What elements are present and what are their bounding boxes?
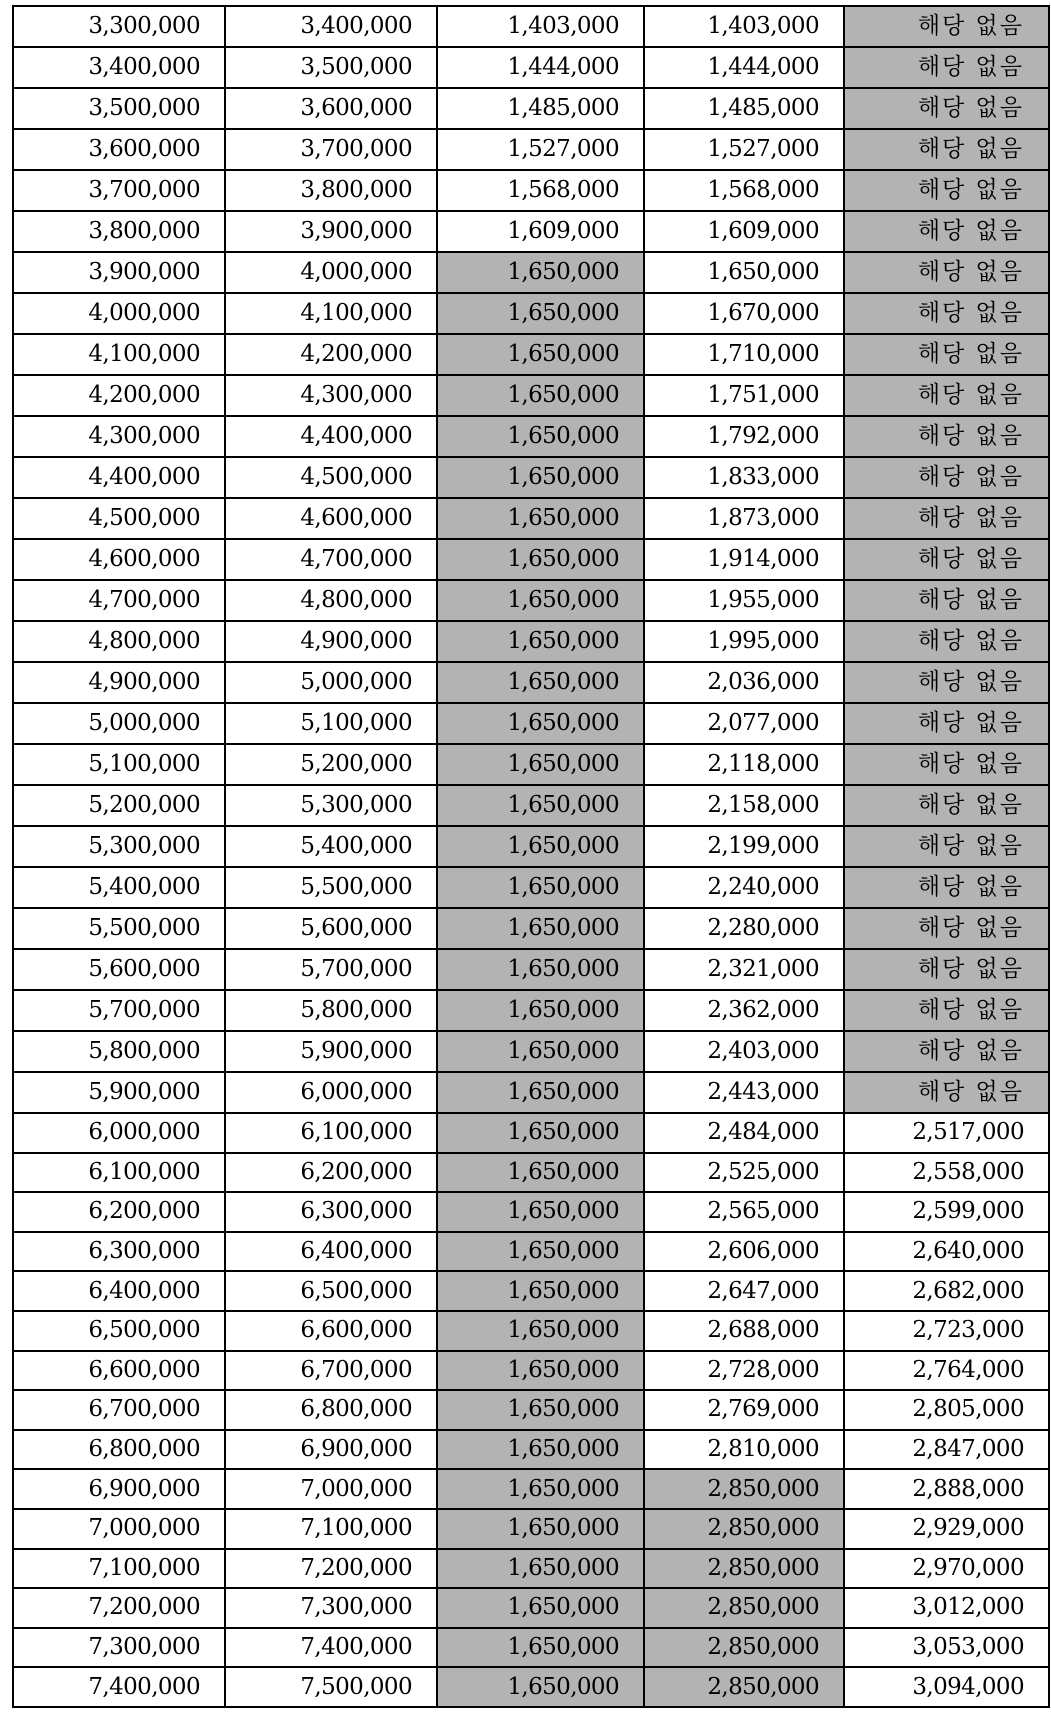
amount-col-3-cell: 1,650,000 (437, 1628, 644, 1668)
income-upper-bound-cell: 7,200,000 (225, 1549, 437, 1589)
table-row (13, 908, 1049, 949)
income-lower-bound-cell: 4,700,000 (13, 580, 225, 621)
income-lower-bound-cell: 6,700,000 (13, 1390, 225, 1430)
income-lower-bound-cell: 4,200,000 (13, 375, 225, 416)
amount-col-5-cell: 해당 없음 (844, 826, 1049, 867)
amount-col-3-cell: 1,650,000 (437, 990, 644, 1031)
income-upper-bound-cell: 6,200,000 (225, 1153, 437, 1193)
amount-col-3-cell: 1,650,000 (437, 1390, 644, 1430)
amount-col-3-cell: 1,650,000 (437, 1271, 644, 1311)
amount-col-5-cell: 2,723,000 (844, 1311, 1049, 1351)
income-lower-bound-cell: 7,200,000 (13, 1588, 225, 1628)
amount-col-4-cell: 2,525,000 (644, 1153, 844, 1193)
amount-col-4-cell: 2,443,000 (644, 1072, 844, 1113)
amount-col-3-cell: 1,650,000 (437, 1153, 644, 1193)
amount-col-4-cell: 1,527,000 (644, 129, 844, 170)
amount-col-3-cell: 1,650,000 (437, 416, 644, 457)
table-row (13, 375, 1049, 416)
income-upper-bound-cell: 6,800,000 (225, 1390, 437, 1430)
amount-col-3-cell: 1,650,000 (437, 703, 644, 744)
amount-col-5-cell: 해당 없음 (844, 88, 1049, 129)
income-upper-bound-cell: 5,000,000 (225, 662, 437, 703)
income-upper-bound-cell: 3,500,000 (225, 47, 437, 88)
table-row (13, 457, 1049, 498)
amount-col-5-cell: 해당 없음 (844, 580, 1049, 621)
table-row (13, 1351, 1049, 1391)
amount-col-5-cell: 해당 없음 (844, 785, 1049, 826)
income-upper-bound-cell: 4,800,000 (225, 580, 437, 621)
income-lower-bound-cell: 5,500,000 (13, 908, 225, 949)
amount-col-4-cell: 1,609,000 (644, 211, 844, 252)
table-row (13, 1549, 1049, 1589)
table-row (13, 1072, 1049, 1113)
income-upper-bound-cell: 6,600,000 (225, 1311, 437, 1351)
table-row (13, 867, 1049, 908)
income-upper-bound-cell: 6,000,000 (225, 1072, 437, 1113)
table-row (13, 1113, 1049, 1153)
income-upper-bound-cell: 5,100,000 (225, 703, 437, 744)
table-row (13, 703, 1049, 744)
amount-col-4-cell: 1,873,000 (644, 498, 844, 539)
amount-col-5-cell: 해당 없음 (844, 621, 1049, 662)
income-lower-bound-cell: 6,900,000 (13, 1469, 225, 1509)
income-lower-bound-cell: 3,600,000 (13, 129, 225, 170)
table-row (13, 129, 1049, 170)
amount-col-4-cell: 1,914,000 (644, 539, 844, 580)
amount-col-3-cell: 1,650,000 (437, 1430, 644, 1470)
amount-col-4-cell: 2,850,000 (644, 1667, 844, 1707)
amount-col-5-cell: 해당 없음 (844, 662, 1049, 703)
amount-col-3-cell: 1,527,000 (437, 129, 644, 170)
table-row (13, 211, 1049, 252)
amount-col-3-cell: 1,650,000 (437, 1588, 644, 1628)
table-row (13, 621, 1049, 662)
income-upper-bound-cell: 6,700,000 (225, 1351, 437, 1391)
amount-col-5-cell: 해당 없음 (844, 252, 1049, 293)
income-upper-bound-cell: 6,500,000 (225, 1271, 437, 1311)
amount-col-3-cell: 1,650,000 (437, 1031, 644, 1072)
amount-col-3-cell: 1,650,000 (437, 293, 644, 334)
income-lower-bound-cell: 3,300,000 (13, 6, 225, 47)
amount-col-4-cell: 1,403,000 (644, 6, 844, 47)
income-lower-bound-cell: 3,800,000 (13, 211, 225, 252)
income-upper-bound-cell: 4,200,000 (225, 334, 437, 375)
amount-col-4-cell: 2,769,000 (644, 1390, 844, 1430)
income-lower-bound-cell: 6,200,000 (13, 1192, 225, 1232)
amount-col-4-cell: 2,077,000 (644, 703, 844, 744)
income-upper-bound-cell: 5,300,000 (225, 785, 437, 826)
table-row (13, 293, 1049, 334)
income-upper-bound-cell: 4,500,000 (225, 457, 437, 498)
income-lower-bound-cell: 4,900,000 (13, 662, 225, 703)
amount-col-4-cell: 1,955,000 (644, 580, 844, 621)
income-upper-bound-cell: 7,300,000 (225, 1588, 437, 1628)
amount-col-4-cell: 2,362,000 (644, 990, 844, 1031)
amount-col-5-cell: 해당 없음 (844, 703, 1049, 744)
income-lower-bound-cell: 4,500,000 (13, 498, 225, 539)
income-upper-bound-cell: 5,200,000 (225, 744, 437, 785)
amount-col-5-cell: 해당 없음 (844, 990, 1049, 1031)
amount-col-3-cell: 1,650,000 (437, 908, 644, 949)
amount-col-3-cell: 1,650,000 (437, 580, 644, 621)
income-upper-bound-cell: 4,900,000 (225, 621, 437, 662)
income-upper-bound-cell: 5,500,000 (225, 867, 437, 908)
income-lower-bound-cell: 5,600,000 (13, 949, 225, 990)
amount-col-5-cell: 해당 없음 (844, 129, 1049, 170)
amount-col-4-cell: 2,158,000 (644, 785, 844, 826)
amount-col-3-cell: 1,650,000 (437, 1232, 644, 1272)
amount-col-5-cell: 해당 없음 (844, 457, 1049, 498)
amount-col-3-cell: 1,650,000 (437, 498, 644, 539)
income-upper-bound-cell: 3,700,000 (225, 129, 437, 170)
income-lower-bound-cell: 6,300,000 (13, 1232, 225, 1272)
amount-col-5-cell: 2,847,000 (844, 1430, 1049, 1470)
income-lower-bound-cell: 7,400,000 (13, 1667, 225, 1707)
amount-col-3-cell: 1,650,000 (437, 1549, 644, 1589)
amount-col-4-cell: 2,850,000 (644, 1628, 844, 1668)
amount-col-3-cell: 1,650,000 (437, 621, 644, 662)
income-upper-bound-cell: 5,400,000 (225, 826, 437, 867)
amount-col-4-cell: 2,850,000 (644, 1469, 844, 1509)
amount-col-3-cell: 1,609,000 (437, 211, 644, 252)
insurance-premium-table (12, 5, 1050, 1708)
amount-col-5-cell: 해당 없음 (844, 744, 1049, 785)
table-row (13, 1430, 1049, 1470)
amount-col-5-cell: 2,805,000 (844, 1390, 1049, 1430)
income-upper-bound-cell: 7,100,000 (225, 1509, 437, 1549)
amount-col-4-cell: 2,240,000 (644, 867, 844, 908)
amount-col-4-cell: 1,444,000 (644, 47, 844, 88)
amount-col-3-cell: 1,650,000 (437, 1113, 644, 1153)
table-row (13, 1153, 1049, 1193)
income-upper-bound-cell: 7,400,000 (225, 1628, 437, 1668)
amount-col-4-cell: 2,565,000 (644, 1192, 844, 1232)
income-lower-bound-cell: 5,200,000 (13, 785, 225, 826)
amount-col-5-cell: 2,682,000 (844, 1271, 1049, 1311)
income-upper-bound-cell: 6,900,000 (225, 1430, 437, 1470)
amount-col-5-cell: 해당 없음 (844, 1031, 1049, 1072)
income-lower-bound-cell: 4,400,000 (13, 457, 225, 498)
amount-col-3-cell: 1,650,000 (437, 744, 644, 785)
income-upper-bound-cell: 3,400,000 (225, 6, 437, 47)
income-upper-bound-cell: 7,000,000 (225, 1469, 437, 1509)
amount-col-5-cell: 해당 없음 (844, 211, 1049, 252)
amount-col-3-cell: 1,650,000 (437, 252, 644, 293)
income-upper-bound-cell: 5,600,000 (225, 908, 437, 949)
table-row (13, 1031, 1049, 1072)
income-lower-bound-cell: 6,100,000 (13, 1153, 225, 1193)
amount-col-4-cell: 1,485,000 (644, 88, 844, 129)
amount-col-5-cell: 3,094,000 (844, 1667, 1049, 1707)
table-row (13, 990, 1049, 1031)
amount-col-4-cell: 1,751,000 (644, 375, 844, 416)
amount-col-3-cell: 1,650,000 (437, 949, 644, 990)
amount-col-5-cell: 해당 없음 (844, 47, 1049, 88)
income-lower-bound-cell: 4,600,000 (13, 539, 225, 580)
income-upper-bound-cell: 4,300,000 (225, 375, 437, 416)
income-lower-bound-cell: 6,800,000 (13, 1430, 225, 1470)
income-upper-bound-cell: 6,400,000 (225, 1232, 437, 1272)
table-row (13, 539, 1049, 580)
amount-col-5-cell: 2,599,000 (844, 1192, 1049, 1232)
amount-col-3-cell: 1,650,000 (437, 826, 644, 867)
income-lower-bound-cell: 5,000,000 (13, 703, 225, 744)
amount-col-3-cell: 1,650,000 (437, 867, 644, 908)
table-row (13, 88, 1049, 129)
income-upper-bound-cell: 3,900,000 (225, 211, 437, 252)
table-row (13, 1509, 1049, 1549)
income-lower-bound-cell: 3,900,000 (13, 252, 225, 293)
amount-col-4-cell: 2,606,000 (644, 1232, 844, 1272)
amount-col-3-cell: 1,650,000 (437, 785, 644, 826)
amount-col-3-cell: 1,444,000 (437, 47, 644, 88)
amount-col-5-cell: 해당 없음 (844, 867, 1049, 908)
amount-col-5-cell: 2,640,000 (844, 1232, 1049, 1272)
income-upper-bound-cell: 6,100,000 (225, 1113, 437, 1153)
amount-col-5-cell: 2,888,000 (844, 1469, 1049, 1509)
amount-col-4-cell: 2,484,000 (644, 1113, 844, 1153)
amount-col-4-cell: 2,850,000 (644, 1549, 844, 1589)
table-row (13, 47, 1049, 88)
amount-col-4-cell: 1,650,000 (644, 252, 844, 293)
amount-col-3-cell: 1,650,000 (437, 457, 644, 498)
income-lower-bound-cell: 7,000,000 (13, 1509, 225, 1549)
table-row (13, 785, 1049, 826)
income-upper-bound-cell: 6,300,000 (225, 1192, 437, 1232)
income-lower-bound-cell: 6,400,000 (13, 1271, 225, 1311)
income-lower-bound-cell: 3,700,000 (13, 170, 225, 211)
amount-col-5-cell: 해당 없음 (844, 498, 1049, 539)
amount-col-4-cell: 2,036,000 (644, 662, 844, 703)
income-upper-bound-cell: 4,600,000 (225, 498, 437, 539)
amount-col-4-cell: 2,647,000 (644, 1271, 844, 1311)
income-upper-bound-cell: 3,800,000 (225, 170, 437, 211)
amount-col-4-cell: 2,850,000 (644, 1588, 844, 1628)
amount-col-5-cell: 해당 없음 (844, 416, 1049, 457)
amount-col-4-cell: 2,199,000 (644, 826, 844, 867)
income-lower-bound-cell: 6,000,000 (13, 1113, 225, 1153)
income-upper-bound-cell: 7,500,000 (225, 1667, 437, 1707)
table-row (13, 498, 1049, 539)
amount-col-3-cell: 1,650,000 (437, 1667, 644, 1707)
amount-col-3-cell: 1,650,000 (437, 375, 644, 416)
amount-col-4-cell: 2,321,000 (644, 949, 844, 990)
income-upper-bound-cell: 4,000,000 (225, 252, 437, 293)
table-row (13, 334, 1049, 375)
table-row (13, 1192, 1049, 1232)
table-row (13, 949, 1049, 990)
income-upper-bound-cell: 4,400,000 (225, 416, 437, 457)
amount-col-5-cell: 해당 없음 (844, 949, 1049, 990)
amount-col-5-cell: 2,558,000 (844, 1153, 1049, 1193)
income-lower-bound-cell: 4,800,000 (13, 621, 225, 662)
amount-col-5-cell: 2,764,000 (844, 1351, 1049, 1391)
table-row (13, 1469, 1049, 1509)
amount-col-5-cell: 해당 없음 (844, 908, 1049, 949)
amount-col-3-cell: 1,650,000 (437, 1192, 644, 1232)
amount-col-4-cell: 1,710,000 (644, 334, 844, 375)
amount-col-3-cell: 1,650,000 (437, 1351, 644, 1391)
income-upper-bound-cell: 4,700,000 (225, 539, 437, 580)
amount-col-3-cell: 1,650,000 (437, 1072, 644, 1113)
amount-col-3-cell: 1,650,000 (437, 539, 644, 580)
income-lower-bound-cell: 5,900,000 (13, 1072, 225, 1113)
table-body (13, 6, 1049, 1707)
income-lower-bound-cell: 6,600,000 (13, 1351, 225, 1391)
amount-col-4-cell: 1,568,000 (644, 170, 844, 211)
amount-col-5-cell: 해당 없음 (844, 539, 1049, 580)
amount-col-4-cell: 2,850,000 (644, 1509, 844, 1549)
amount-col-4-cell: 1,792,000 (644, 416, 844, 457)
amount-col-3-cell: 1,403,000 (437, 6, 644, 47)
amount-col-4-cell: 2,403,000 (644, 1031, 844, 1072)
table-row (13, 826, 1049, 867)
income-lower-bound-cell: 5,300,000 (13, 826, 225, 867)
income-lower-bound-cell: 4,300,000 (13, 416, 225, 457)
table-row (13, 416, 1049, 457)
income-lower-bound-cell: 5,100,000 (13, 744, 225, 785)
table-row (13, 1588, 1049, 1628)
income-upper-bound-cell: 3,600,000 (225, 88, 437, 129)
amount-col-5-cell: 해당 없음 (844, 375, 1049, 416)
table-row (13, 744, 1049, 785)
amount-col-4-cell: 1,833,000 (644, 457, 844, 498)
amount-col-4-cell: 2,688,000 (644, 1311, 844, 1351)
income-lower-bound-cell: 4,000,000 (13, 293, 225, 334)
table-row (13, 1667, 1049, 1707)
income-upper-bound-cell: 5,900,000 (225, 1031, 437, 1072)
income-lower-bound-cell: 3,500,000 (13, 88, 225, 129)
income-upper-bound-cell: 5,800,000 (225, 990, 437, 1031)
amount-col-3-cell: 1,568,000 (437, 170, 644, 211)
income-upper-bound-cell: 5,700,000 (225, 949, 437, 990)
amount-col-3-cell: 1,650,000 (437, 1509, 644, 1549)
amount-col-4-cell: 1,670,000 (644, 293, 844, 334)
amount-col-5-cell: 해당 없음 (844, 293, 1049, 334)
table-row (13, 1232, 1049, 1272)
amount-col-3-cell: 1,650,000 (437, 1469, 644, 1509)
table-row (13, 1628, 1049, 1668)
table-row (13, 580, 1049, 621)
table-row (13, 1390, 1049, 1430)
amount-col-4-cell: 1,995,000 (644, 621, 844, 662)
amount-col-4-cell: 2,728,000 (644, 1351, 844, 1391)
income-lower-bound-cell: 5,700,000 (13, 990, 225, 1031)
amount-col-5-cell: 2,517,000 (844, 1113, 1049, 1153)
amount-col-5-cell: 해당 없음 (844, 1072, 1049, 1113)
amount-col-3-cell: 1,650,000 (437, 662, 644, 703)
income-lower-bound-cell: 5,400,000 (13, 867, 225, 908)
income-lower-bound-cell: 7,300,000 (13, 1628, 225, 1668)
amount-col-5-cell: 2,970,000 (844, 1549, 1049, 1589)
table-row (13, 252, 1049, 293)
amount-col-3-cell: 1,485,000 (437, 88, 644, 129)
amount-col-5-cell: 3,053,000 (844, 1628, 1049, 1668)
amount-col-5-cell: 2,929,000 (844, 1509, 1049, 1549)
amount-col-5-cell: 3,012,000 (844, 1588, 1049, 1628)
amount-col-5-cell: 해당 없음 (844, 170, 1049, 211)
table-row (13, 1311, 1049, 1351)
amount-col-5-cell: 해당 없음 (844, 6, 1049, 47)
income-lower-bound-cell: 7,100,000 (13, 1549, 225, 1589)
amount-col-4-cell: 2,118,000 (644, 744, 844, 785)
amount-col-3-cell: 1,650,000 (437, 1311, 644, 1351)
table-row (13, 662, 1049, 703)
table-row (13, 1271, 1049, 1311)
income-lower-bound-cell: 6,500,000 (13, 1311, 225, 1351)
amount-col-4-cell: 2,810,000 (644, 1430, 844, 1470)
income-lower-bound-cell: 5,800,000 (13, 1031, 225, 1072)
table-row (13, 170, 1049, 211)
income-upper-bound-cell: 4,100,000 (225, 293, 437, 334)
amount-col-3-cell: 1,650,000 (437, 334, 644, 375)
table-row (13, 6, 1049, 47)
income-lower-bound-cell: 4,100,000 (13, 334, 225, 375)
amount-col-4-cell: 2,280,000 (644, 908, 844, 949)
income-lower-bound-cell: 3,400,000 (13, 47, 225, 88)
amount-col-5-cell: 해당 없음 (844, 334, 1049, 375)
